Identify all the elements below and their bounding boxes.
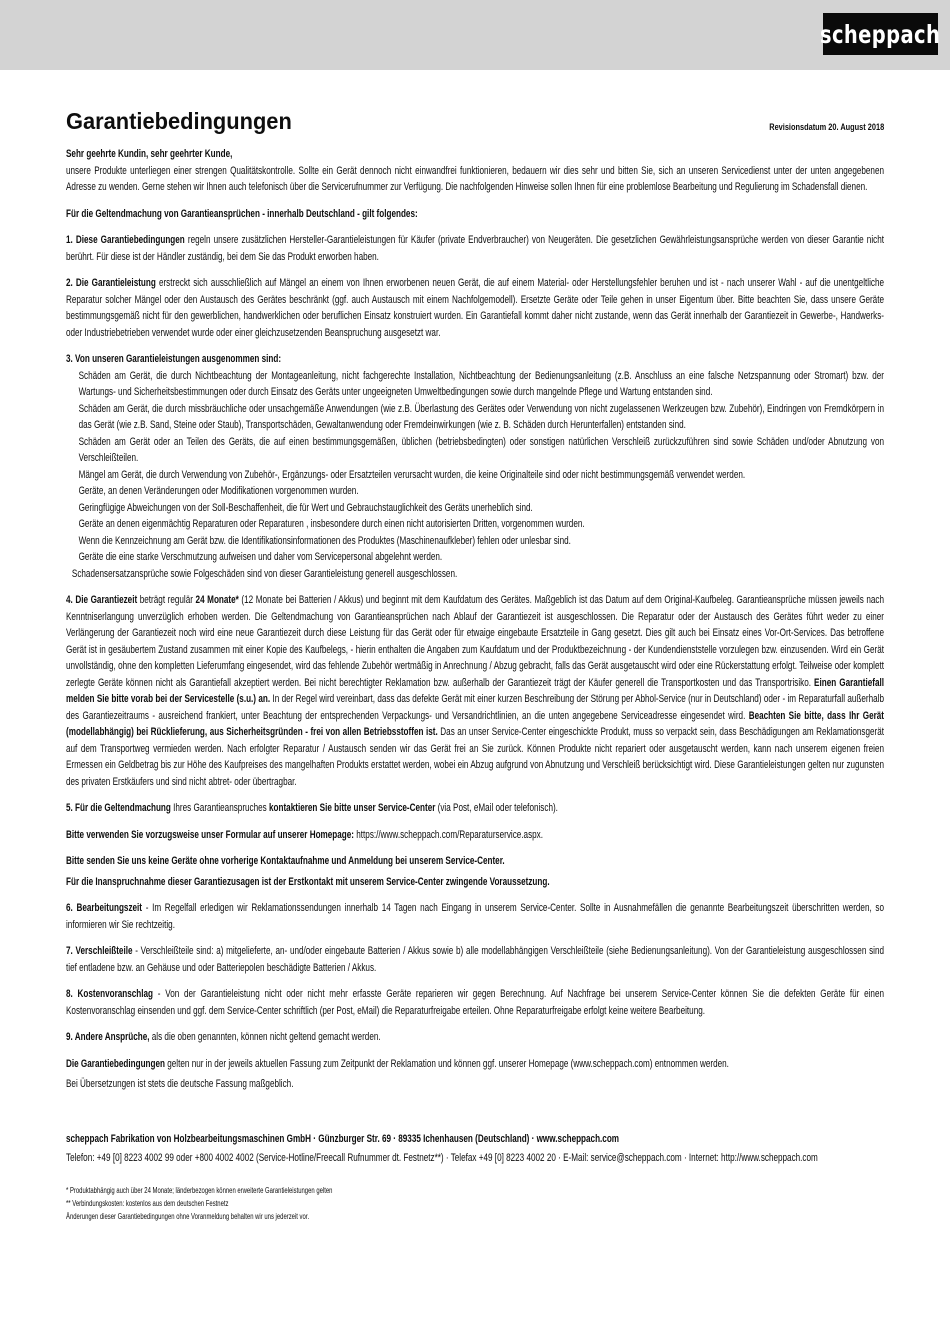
exclusion-item xyxy=(66,500,884,517)
bold-text-run: Für die Geltendmachung von Garantieansprüchen - innerhalb Deutschland - gilt folgendes: xyxy=(66,207,418,220)
section-6 xyxy=(66,900,884,933)
document-area xyxy=(66,146,884,1223)
text-run: als die oben genannten, können nicht geltend gemacht werden. xyxy=(149,1031,381,1043)
bold-text-run: Einen Garantiefall melden Sie bitte vorab bei der Servicestelle (s.u.) an. xyxy=(66,676,885,705)
bold-text-run: kontaktieren Sie bitte unser Service-Center xyxy=(269,802,436,814)
text-run: beträgt regulär xyxy=(137,594,196,606)
exclusion-item xyxy=(66,483,884,500)
text-run: Geräte an denen eigenmächtig Reparaturen oder Reparaturen , insbesondere durch einen nicht autorisierten Dritten, vorgenommen wurden. xyxy=(78,518,585,530)
section-2 xyxy=(66,275,884,341)
exclusion-item xyxy=(66,434,884,467)
scope-note xyxy=(66,206,884,223)
text-run: erstreckt sich ausschließlich auf Mängel an einem von Ihnen erworbenen neuen Gerät, die auf einem Material- oder Herstellungsfehler beruhen und ist - nach unserer Wahl - auf die unentgeltliche Reparatur solcher Mängel oder den Austausch des Gerätes beschränkt (ggf. auch Austausch mit einem Nachfolgemodell). Ersetzte Geräte oder Teile gehen in unser Eigentum über. Bitte beachten Sie, dass unsere Geräte bestimmungsgemäß nicht für den gewerblichen, handwerklichen oder beruflichen Einsatz konstruiert wurden. Ein Garantiefall kommt daher nicht zustande, wenn das Gerät innerhalb der Garantiezeit in Gewerbe-, Handwerks- oder Industriebetrieben verwendet wurde oder einer gleichzusetzenden Beanspruchung ausgesetzt war. xyxy=(66,277,885,339)
exclusion-item xyxy=(66,549,884,566)
intro-paragraph xyxy=(66,163,884,196)
document-body xyxy=(66,146,884,1223)
exclusion-item xyxy=(66,467,884,484)
bold-text-run: 5. Für die Geltendmachung xyxy=(66,802,171,814)
header-band xyxy=(0,0,950,70)
bold-text-run: Bitte verwenden Sie vorzugsweise unser Formular auf unserer Homepage: xyxy=(66,828,354,841)
bold-text-run: 8. Kostenvoranschlag xyxy=(66,988,154,1000)
text-run: Schäden am Gerät oder an Teilen des Geräts, die auf einen bestimmungsgemäßen, üblichen (betriebsbedingten) oder sonstigen natürlichen Verschleiß zurückzuführen sind sowie Schäden und/oder Abnutzung von Verschleißteilen. xyxy=(78,435,884,464)
text-run: (12 Monate bei Batterien / Akkus) und beginnt mit dem Kaufdatum des Gerätes. Maßgeblich ist das Datum auf dem Original-Kaufbeleg. Garantieansprüche müssen jeweils nach Kenntniserlangung unverzüglich erhoben werden. Die Geltendmachung von Garantieansprüchen nach Ablauf der Garantiezeit ist ausgeschlossen. Die Reparatur oder der Austausch des Gerätes führt weder zu einer Verlängerung der Garantiezeit noch wird eine neue Garantiezeit durch diese Leistung für das Gerät oder für etwaige eingebaute Ersatzteile in Gang gesetzt. Dies gilt auch bei Einsatz eines Vor-Ort-Services. Das betroffene Gerät ist in gesäubertem Zustand zusammen mit einer Kopie des Kaufbelegs, - hierin enthalten die Angaben zum Kaufdatum und der Produktbezeichnung - der Kundendienststelle vorzulegen bzw. einzusenden. Wird ein Gerät unvollständig, ohne den kompletten Lieferumfang eingesendet, wird das fehlende Zubehör wertmäßig in Anrechnung / Abzug gebracht, falls das Gerät ausgetauscht wird oder eine Rückerstattung erfolgt. Teilweise oder komplett zerlegte Geräte können nicht als Garantiefall akzeptiert werden. Bei nicht berechtigter Reklamation bzw. außerhalb der Garantiezeit trägt der Käufer generell die Transportkosten und das Transportrisiko. xyxy=(66,594,885,689)
text-run: (via Post, eMail oder telefonisch). xyxy=(435,802,558,814)
text-run: Schäden am Gerät, die durch Nichtbeachtung der Montageanleitung, nicht fachgerechte Installation, Nichtbeachtung der Bedienungsanleitung (z.B. Anschluss an eine falsche Netzspannung oder Stromart) bzw. der Wartungs- und Sicherheitsbestimmungen oder durch Einsatz des Geräts unter ungeeigneten Umweltbedingungen sowie durch mangelnde Pflege und Wartung entstanden sind. xyxy=(78,369,884,398)
text-run: Änderungen dieser Garantiebedingungen ohne Voranmeldung behalten wir uns jederzeit vor. xyxy=(66,1211,310,1221)
footer-contact-line xyxy=(66,1150,884,1167)
text-run: https://www.scheppach.com/Reparaturservice.aspx. xyxy=(353,828,544,841)
text-run: Geräte die eine starke Verschmutzung aufweisen und daher vom Servicepersonal abgelehnt werden. xyxy=(78,551,443,563)
text-run: Schäden am Gerät, die durch missbräuchliche oder unsachgemäße Anwendungen (wie z.B. Überlastung des Gerätes oder Verwendung von nicht zugelassenen Werkzeugen bzw. Zubehör), Eindringen von Fremdkörpern in das Gerät (wie z.B. Sand, Steine oder Staub), Transportschäden, Gewaltanwendung oder Fremdeinwirkungen (wie z. B. Schäden durch Herunterfallen) entstanden sind. xyxy=(78,402,884,431)
text-run: Ihres Garantieanspruches xyxy=(170,802,270,814)
section-9 xyxy=(66,1029,884,1046)
footnote-extended-warranty xyxy=(66,1184,884,1197)
bold-text-run: Bitte senden Sie uns keine Geräte ohne vorherige Kontaktaufnahme und Anmeldung bei unserem Service-Center. xyxy=(66,855,505,867)
exclusion-summary xyxy=(66,566,884,583)
section-3-heading xyxy=(66,351,884,368)
scheppach-logo xyxy=(820,13,941,55)
footer-company-line xyxy=(66,1131,884,1148)
bold-text-run: 9. Andere Ansprüche, xyxy=(66,1031,150,1043)
greeting xyxy=(66,146,884,163)
text-run: Geringfügige Abweichungen von der Soll-Beschaffenheit, die für Wert und Gebrauchstauglichkeit des Geräts unerheblich sind. xyxy=(78,501,533,514)
footnote-changes-reserved xyxy=(66,1210,884,1223)
revision-date: Revisionsdatum 20. August 2018 xyxy=(769,122,884,132)
first-contact-note xyxy=(66,874,884,891)
exclusion-item xyxy=(66,368,884,401)
bold-text-run: 1. Diese Garantiebedingungen xyxy=(66,234,185,246)
section-4 xyxy=(66,592,884,790)
bold-text-run: 6. Bearbeitungszeit xyxy=(66,902,143,914)
homepage-note xyxy=(66,827,884,844)
bold-text-run: scheppach Fabrikation von Holzbearbeitungsmaschinen GmbH · Günzburger Str. 69 · 89335 Ichenhausen (Deutschland) · www.scheppach.com xyxy=(66,1132,620,1145)
text-run: unsere Produkte unterliegen einer strengen Qualitätskontrolle. Sollte ein Gerät dennoch nicht einwandfrei funktionieren, bedauern wir dies sehr und bitten Sie, sich an unseren Servicedienst unter der unten angegebenen Adresse zu wenden. Gerne stehen wir Ihnen auch telefonisch über die Servicerufnummer zur Verfügung. Die nachfolgenden Hinweise sollen Ihnen für eine problemlose Bearbeitung und Regulierung im Schadensfall dienen. xyxy=(66,164,884,193)
exclusion-item xyxy=(66,516,884,533)
text-run: In der Regel wird vereinbart, dass das defekte Gerät mit einer kurzen Beschreibung der Störung per Abhol-Service (nur in Deutschland) oder - im Reparaturfall außerhalb des Garantiezeitraums - ausreichend frankiert, unter Beachtung der entsprechenden Verpackungs- und Versandrichtlinien, an die unten angegebene Serviceadresse eingesendet wird. xyxy=(66,693,884,722)
bold-text-run: Für die Inanspruchnahme dieser Garantiezusagen ist der Erstkontakt mit unserem Service-Center zwingende Voraussetzung. xyxy=(66,875,550,888)
text-run: Wenn die Kennzeichnung am Gerät bzw. die Identifikationsinformationen des Produktes (Maschinenaufkleber) fehlen oder unlesbar sind. xyxy=(78,534,571,547)
bold-text-run: Die Garantiebedingungen xyxy=(66,1057,166,1070)
bold-text-run: 7. Verschleißteile xyxy=(66,945,133,957)
text-run: ** Verbindungskosten: kostenlos aus dem deutschen Festnetz xyxy=(66,1198,229,1208)
bold-text-run: Sehr geehrte Kundin, sehr geehrter Kunde, xyxy=(66,148,233,160)
section-1 xyxy=(66,232,884,265)
footnote-call-costs xyxy=(66,1197,884,1210)
exclusion-item xyxy=(66,533,884,550)
section-8 xyxy=(66,986,884,1019)
no-unsolicited-returns-note xyxy=(66,853,884,870)
text-run: Telefon: +49 [0] 8223 4002 99 oder +800 4002 4002 (Service-Hotline/Freecall Rufnummer dt. Festnetz**) · Telefax +49 [0] 8223 4002 20 · E-Mail: service@scheppach.com · Internet: http://www.scheppach.com xyxy=(66,1152,818,1164)
bold-text-run: 2. Die Garantieleistung xyxy=(66,277,156,289)
bold-text-run: 3. Von unseren Garantieleistungen ausgenommen sind: xyxy=(66,353,282,365)
section-5 xyxy=(66,800,884,817)
text-run: * Produktabhängig auch über 24 Monate; länderbezogen können erweiterte Garantieleistungen gelten xyxy=(66,1185,333,1195)
bold-text-run: 24 Monate* xyxy=(195,594,239,606)
text-run: - Von der Garantieleistung nicht oder nicht mehr erfasste Geräte reparieren wir gegen Berechnung. Auf Nachfrage bei unserem Service-Center können Sie die defekten Geräte für einen Kostenvoranschlag einsenden und ggf. dem Service-Center schriftlich (per Post, eMail) die Reparaturfreigabe erteilen. Ohne Reparaturfreigabe erfolgt keine weitere Bearbeitung. xyxy=(66,988,884,1017)
text-run: Geräte, an denen Veränderungen oder Modifikationen vorgenommen wurden. xyxy=(78,485,359,497)
logo-text: scheppach xyxy=(820,19,941,49)
translation-note xyxy=(66,1076,884,1093)
page-title: Garantiebedingungen xyxy=(66,108,292,134)
title-row xyxy=(66,108,884,135)
text-run: Mängel am Gerät, die durch Verwendung von Zubehör-, Ergänzungs- oder Ersatzteilen verursacht wurden, die keine Originalteile sind oder nicht bestimmungsgemäß verwendet werden. xyxy=(78,468,746,481)
section-7 xyxy=(66,943,884,976)
text-run: Bei Übersetzungen ist stets die deutsche Fassung maßgeblich. xyxy=(66,1078,294,1090)
bold-text-run: Beachten Sie bitte, dass Ihr Gerät (modellabhängig) bei Rücklieferung, aus Sicherheitsgründen - frei von allen Betriebsstoffen ist. xyxy=(66,709,884,738)
text-run: - Im Regelfall erledigen wir Reklamationssendungen innerhalb 14 Tagen nach Eingang in unserem Service-Center. Sollte in Ausnahmefällen die genannte Bearbeitungszeit überschritten werden, so informieren wir Sie rechtzeitig. xyxy=(66,902,885,931)
text-run: Das an unser Service-Center eingeschickte Produkt, muss so verpackt sein, dass Beschädigungen am Reklamationsgerät auf dem Transportweg vermieden werden. Nach erfolgter Reparatur / Austausch senden wir das Gerät frei an Sie zurück. Können Produkte nicht repariert oder ausgetauscht werden, kann nach unserem eigenen freien Ermessen ein Geldbetrag bis zur Höhe des Kaufpreises des mangelhaften Produkts erstattet werden, wobei ein Abzug aufgrund von Abnutzung und Verschleiß berücksichtigt wird. Diese Garantieleistungen gelten nur zugunsten des privaten Erstkäufers und sind nicht abtret- oder übertragbar. xyxy=(66,726,885,788)
text-run: - Verschleißteile sind: a) mitgelieferte, an- und/oder eingebaute Batterien / Akkus sowie b) alle modellabhängigen Verschleißteile (siehe Bedienungsanleitung). Von der Garantieleistung ausgeschlossen sind tief entladene bzw. an Gehäuse und oder Batteriepolen beschädigte Batterien / Akkus. xyxy=(66,945,884,974)
text-run: Schadensersatzansprüche sowie Folgeschäden sind von dieser Garantieleistung generell ausgeschlossen. xyxy=(71,567,458,580)
bold-text-run: 4. Die Garantiezeit xyxy=(66,594,138,606)
current-version-note xyxy=(66,1056,884,1073)
text-run: regeln unsere zusätzlichen Hersteller-Garantieleistungen für Käufer (private Endverbraucher) von Neugeräten. Die gesetzlichen Gewährleistungsansprüche werden von dieser Garantie nicht berührt. Für diese ist der Händler zuständig, bei dem Sie das Produkt erworben haben. xyxy=(66,234,884,263)
exclusion-item xyxy=(66,401,884,434)
text-run: gelten nur in der jeweils aktuellen Fassung zum Zeitpunkt der Reklamation und können ggf. unserer Homepage (www.scheppach.com) entnommen werden. xyxy=(165,1057,729,1070)
